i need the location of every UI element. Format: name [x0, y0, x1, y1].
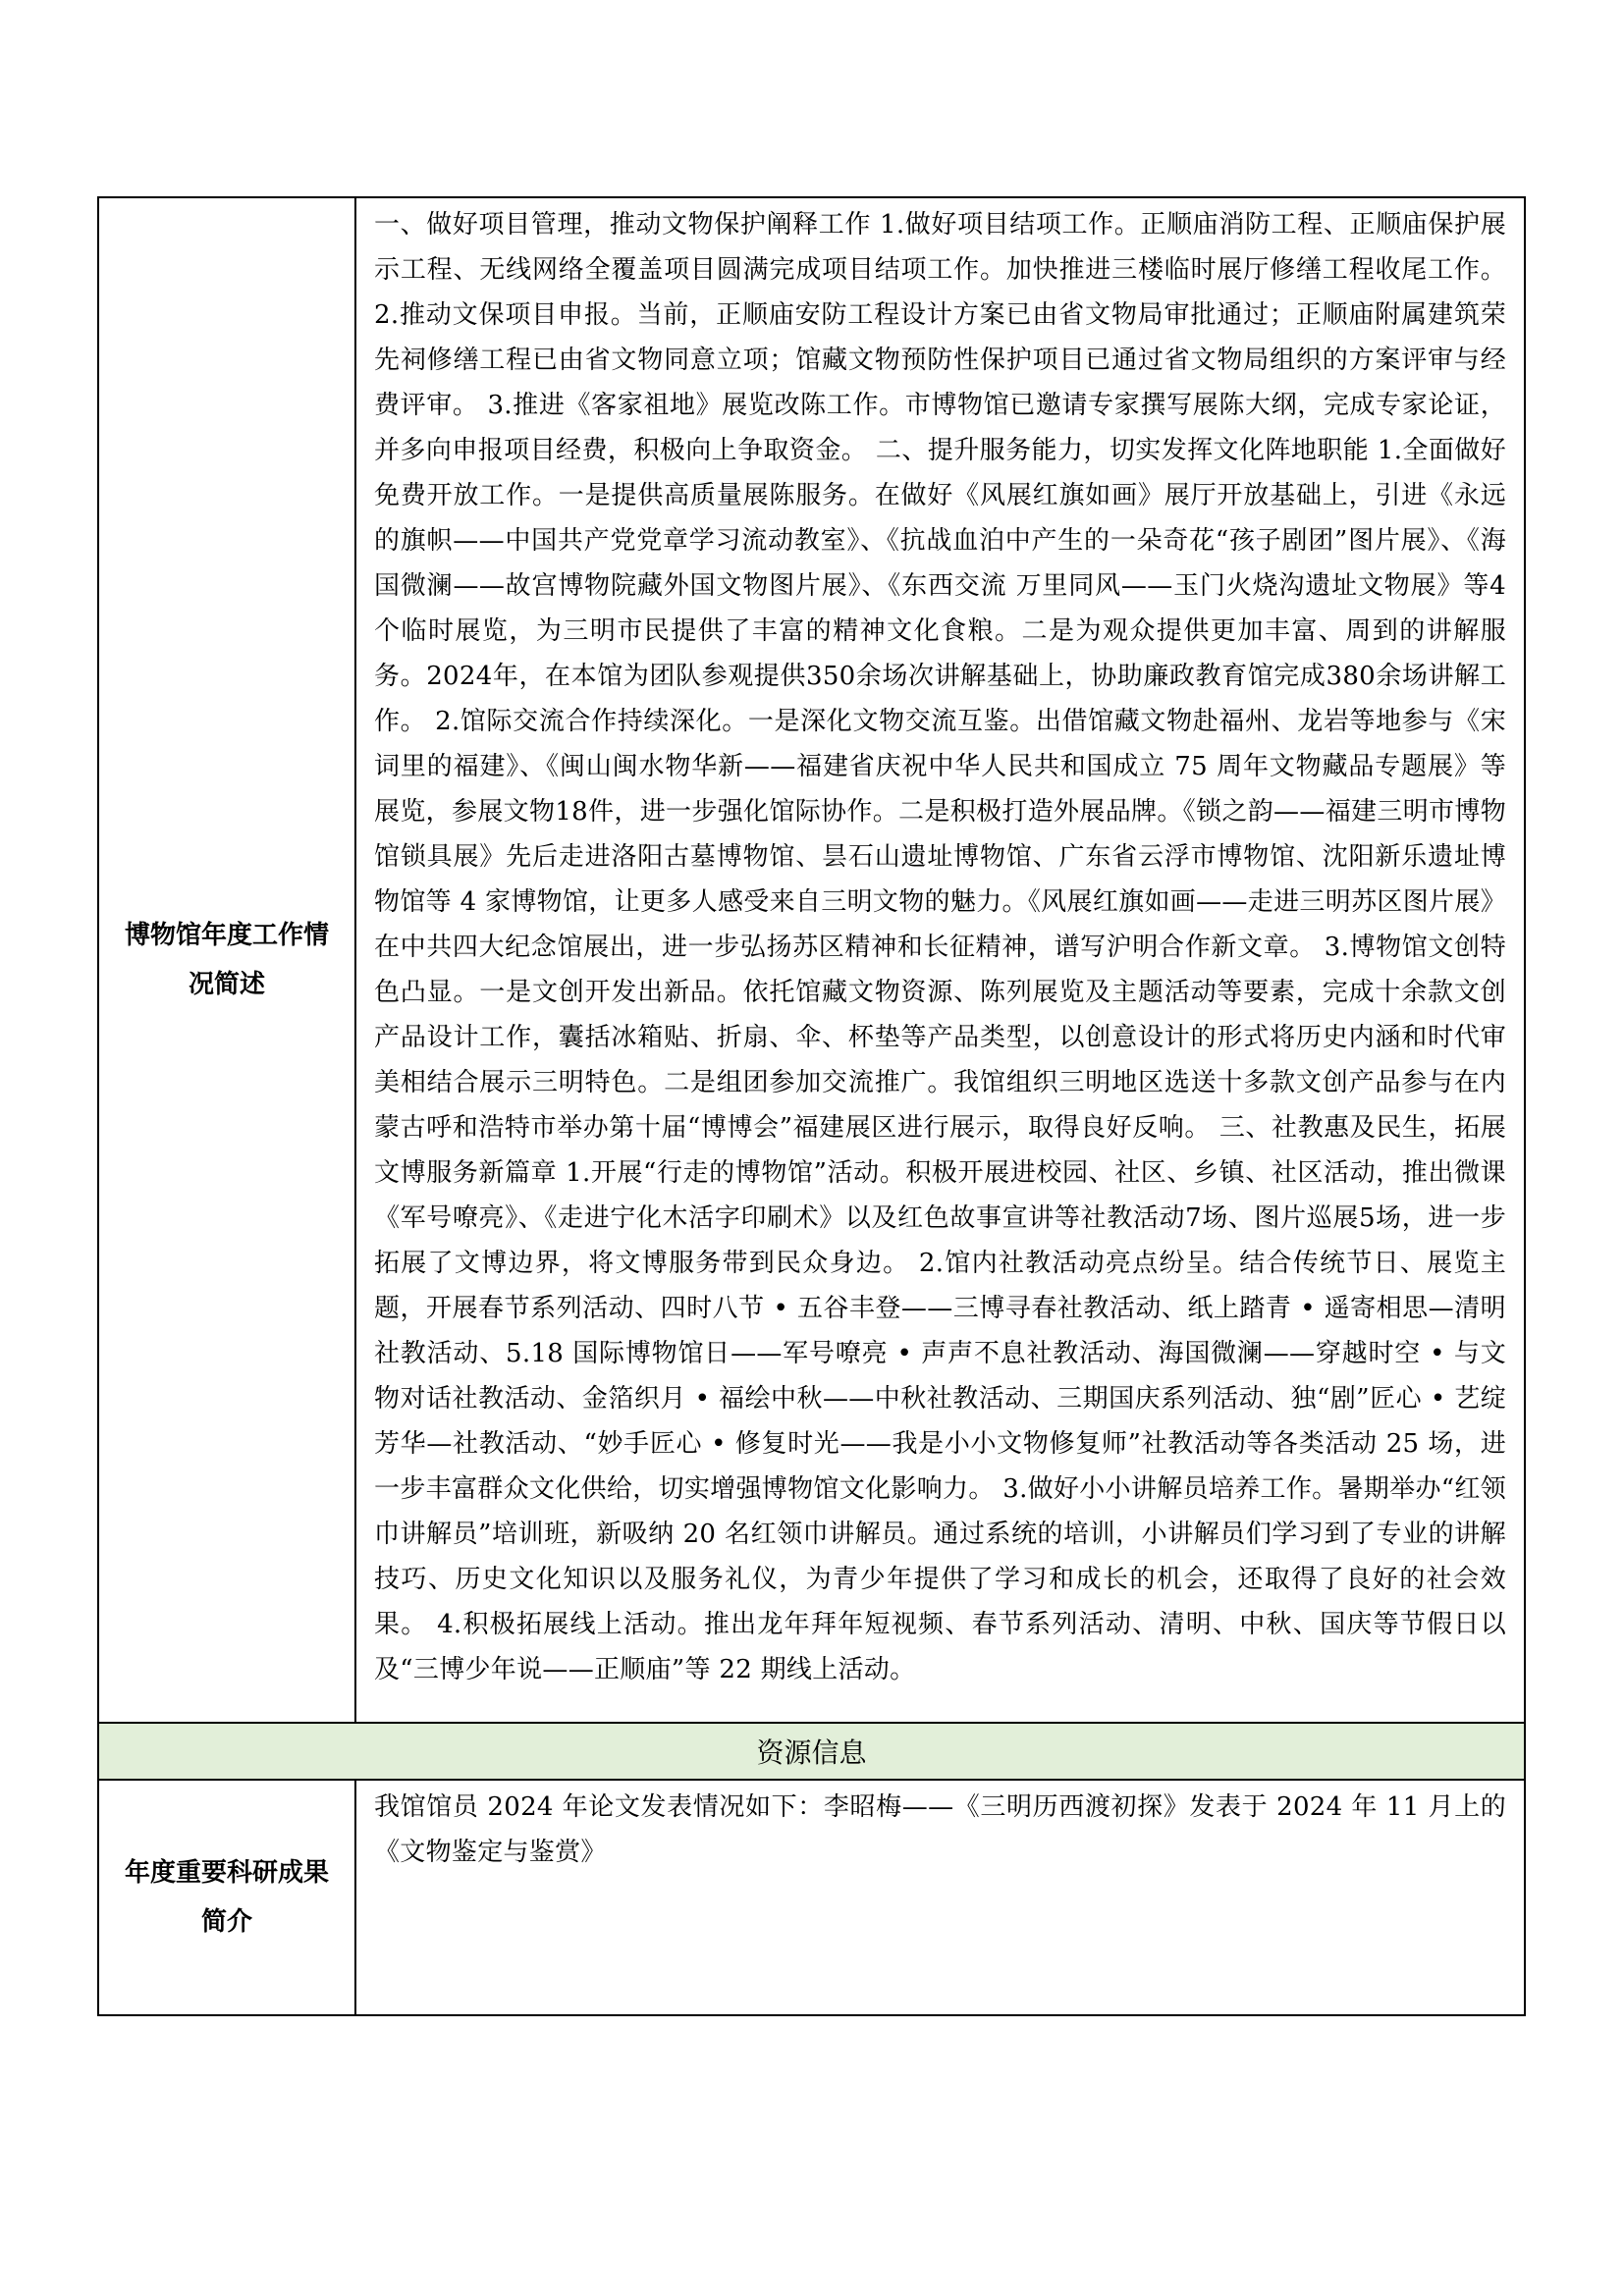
resource-section-header: 资源信息 [98, 1723, 1525, 1780]
resource-section-row [98, 1723, 1525, 1780]
work-summary-content-cell [355, 197, 1525, 1723]
work-summary-row [98, 197, 1525, 1723]
research-label: 年度重要科研成果简介 [124, 1858, 329, 1937]
work-summary-label: 博物馆年度工作情况简述 [124, 921, 329, 999]
research-text: 我馆馆员 2024 年论文发表情况如下：李昭梅——《三明历西渡初探》发表于 2024 年 11 月上的《文物鉴定与鉴赏》 [374, 1792, 1506, 1867]
research-content-cell [355, 1780, 1525, 2015]
work-summary-label-cell [98, 197, 355, 1723]
research-label-cell [98, 1780, 355, 2015]
report-table [97, 196, 1526, 2016]
research-row [98, 1780, 1525, 2015]
work-summary-text: 一、做好项目管理，推动文物保护阐释工作 1.做好项目结项工作。正顺庙消防工程、正顺庙保护展示工程、无线网络全覆盖项目圆满完成项目结项工作。加快推进三楼临时展厅修缮工程收尾工作。 2.推动文保项目申报。当前，正顺庙安防工程设计方案已由省文物局审批通过；正顺庙附属建筑荣先祠修缮工程已由省文物同意立项；馆藏文物预防性保护项目已通过省文物局组织的方案评审与经费评审。 3.推进《客家祖地》展览改陈工作。市博物馆已邀请专家撰写展陈大纲，完成专家论证，并多向申报项目经费，积极向上争取资金。 二、提升服务能力，切实发挥文化阵地职能 1.全面做好免费开放工作。一是提供高质量展陈服务。在做好《风展红旗如画》展厅开放基础上，引进《永远的旗帜——中国共产党党章学习流动教室》、《抗战血泊中产生的一朵奇花“孩子剧团”图片展》、《海国微澜——故宫博物院藏外国文物图片展》、《东西交流 万里同风——玉门火烧沟遗址文物展》等4个临时展览，为三明市民提供了丰富的精神文化食粮。二是为观众提供更加丰富、周到的讲解服务。2024年，在本馆为团队参观提供350余场次讲解基础上，协助廉政教育馆完成380余场讲解工作。 2.馆际交流合作持续深化。一是深化文物交流互鉴。出借馆藏文物赴福州、龙岩等地参与《宋词里的福建》、《闽山闽水物华新——福建省庆祝中华人民共和国成立 75 周年文物藏品专题展》等展览，参展文物18件，进一步强化馆际协作。二是积极打造外展品牌。《锁之韵——福建三明市博物馆锁具展》先后走进洛阳古墓博物馆、昙石山遗址博物馆、广东省云浮市博物馆、沈阳新乐遗址博物馆等 4 家博物馆，让更多人感受来自三明文物的魅力。《风展红旗如画——走进三明苏区图片展》在中共四大纪念馆展出，进一步弘扬苏区精神和长征精神，谱写沪明合作新文章。 3.博物馆文创特色凸显。一是文创开发出新品。依托馆藏文物资源、陈列展览及主题活动等要素，完成十余款文创产品设计工作，囊括冰箱贴、折扇、伞、杯垫等产品类型，以创意设计的形式将历史内涵和时代审美相结合展示三明特色。二是组团参加交流推广。我馆组织三明地区选送十多款文创产品参与在内蒙古呼和浩特市举办第十届“博博会”福建展区进行展示，取得良好反响。 三、社教惠及民生，拓展文博服务新篇章 1.开展“行走的博物馆”活动。积极开展进校园、社区、乡镇、社区活动，推出微课《军号嘹亮》、《走进宁化木活字印刷术》以及红色故事宣讲等社教活动7场、图片巡展5场，进一步拓展了文博边界，将文博服务带到民众身边。 2.馆内社教活动亮点纷呈。结合传统节日、展览主题，开展春节系列活动、四时八节 • 五谷丰登——三博寻春社教活动、纸上踏青 • 遥寄相思—清明社教活动、5.18 国际博物馆日——军号嘹亮 • 声声不息社教活动、海国微澜——穿越时空 • 与文物对话社教活动、金箔织月 • 福绘中秋——中秋社教活动、三期国庆系列活动、独“剧”匠心 • 艺绽芳华—社教活动、“妙手匠心 • 修复时光——我是小小文物修复师”社教活动等各类活动 25 场，进一步丰富群众文化供给，切实增强博物馆文化影响力。 3.做好小小讲解员培养工作。暑期举办“红领巾讲解员”培训班，新吸纳 20 名红领巾讲解员。通过系统的培训，小讲解员们学习到了专业的讲解技巧、历史文化知识以及服务礼仪，为青少年提供了学习和成长的机会，还取得了良好的社会效果。 4.积极拓展线上活动。推出龙年拜年短视频、春节系列活动、清明、中秋、国庆等节假日以及“三博少年说——正顺庙”等 22 期线上活动。 [374, 210, 1506, 1684]
